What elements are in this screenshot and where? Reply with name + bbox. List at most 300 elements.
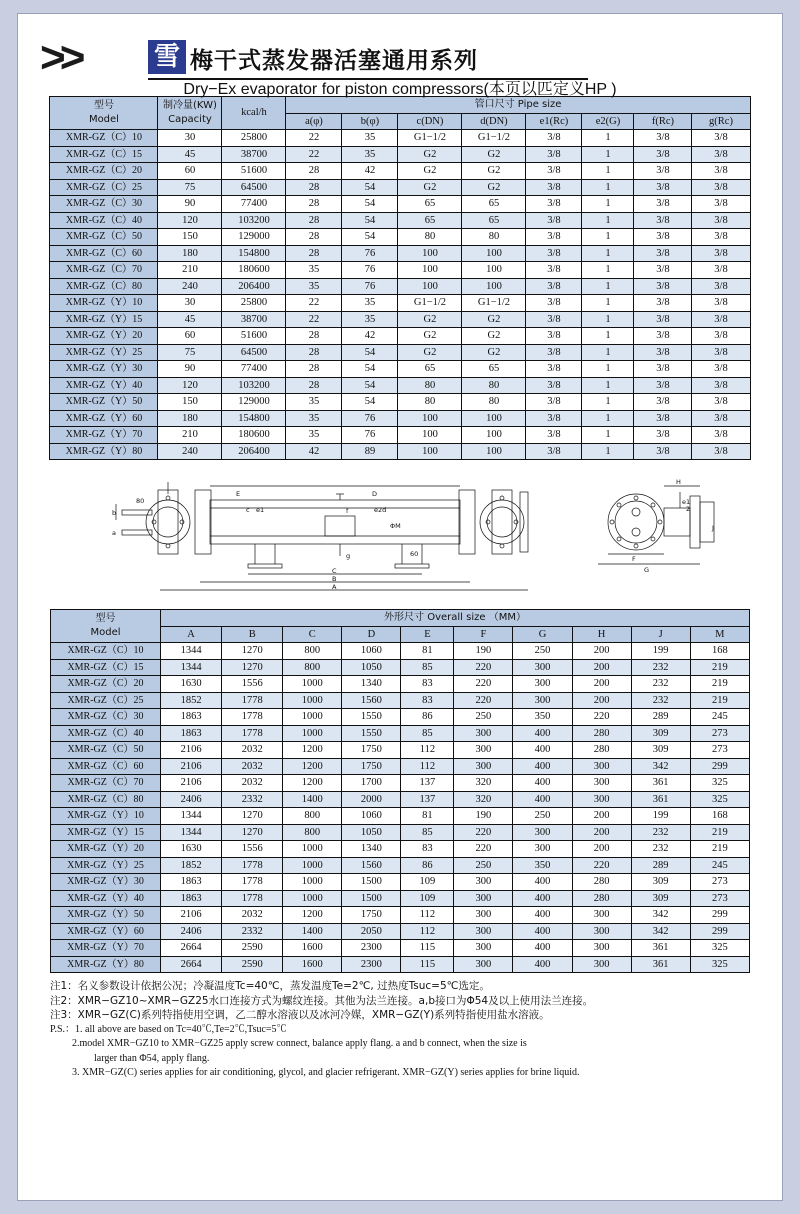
cell-M: 299 [690, 907, 749, 924]
cell-H: 200 [572, 824, 631, 841]
cell-E: 85 [401, 725, 454, 742]
table-row [51, 808, 750, 825]
cell-J: 309 [631, 890, 690, 907]
table-row [51, 659, 750, 676]
cell-b: 35 [342, 146, 398, 163]
cell-kcal: 51600 [222, 328, 286, 345]
cell-f: 3/8 [634, 179, 692, 196]
cell-F: 220 [454, 824, 513, 841]
cell-B: 1778 [222, 725, 283, 742]
cell-F: 300 [454, 956, 513, 973]
cell-a: 35 [286, 278, 342, 295]
cell-c: 100 [398, 262, 462, 279]
cell-B: 2590 [222, 956, 283, 973]
cell-J: 342 [631, 907, 690, 924]
cell-C: 800 [283, 659, 342, 676]
col-g: g(Rc) [692, 113, 750, 130]
cell-c: 80 [398, 377, 462, 394]
cell-capacity: 150 [158, 394, 222, 411]
cell-H: 220 [572, 857, 631, 874]
cell-A: 2664 [161, 940, 222, 957]
cell-a: 22 [286, 295, 342, 312]
cell-G: 350 [513, 709, 572, 726]
cell-model: XMR-GZ（Y）25 [51, 857, 161, 874]
svg-text:2: 2 [686, 505, 691, 513]
cell-g: 3/8 [692, 344, 750, 361]
col-H: H [572, 626, 631, 643]
cell-e1: 3/8 [526, 427, 582, 444]
cell-model: XMR-GZ（C）20 [50, 163, 158, 180]
cell-model: XMR-GZ（Y）10 [51, 808, 161, 825]
cell-e1: 3/8 [526, 377, 582, 394]
cell-A: 1863 [161, 890, 222, 907]
cell-H: 280 [572, 874, 631, 891]
cell-model: XMR-GZ（Y）60 [50, 410, 158, 427]
cell-b: 42 [342, 163, 398, 180]
cell-g: 3/8 [692, 410, 750, 427]
pipe-size-table-wrap [18, 96, 782, 460]
cell-e1: 3/8 [526, 245, 582, 262]
cell-D: 2300 [342, 956, 401, 973]
cell-E: 112 [401, 758, 454, 775]
cell-f: 3/8 [634, 427, 692, 444]
cell-F: 300 [454, 874, 513, 891]
table-row [50, 328, 750, 345]
cell-e2: 1 [582, 361, 634, 378]
cell-H: 200 [572, 808, 631, 825]
cell-e1: 3/8 [526, 130, 582, 147]
cell-D: 1700 [342, 775, 401, 792]
cell-B: 2332 [222, 791, 283, 808]
cell-model: XMR-GZ（Y）60 [51, 923, 161, 940]
cell-d: 100 [462, 278, 526, 295]
cell-D: 1750 [342, 742, 401, 759]
cell-model: XMR-GZ（C）30 [50, 196, 158, 213]
cell-a: 28 [286, 344, 342, 361]
cell-D: 1060 [342, 643, 401, 660]
cell-H: 200 [572, 659, 631, 676]
cell-C: 1600 [283, 940, 342, 957]
cell-g: 3/8 [692, 245, 750, 262]
cell-H: 200 [572, 676, 631, 693]
cell-kcal: 77400 [222, 361, 286, 378]
cell-E: 83 [401, 692, 454, 709]
cell-model: XMR-GZ（C）50 [50, 229, 158, 246]
cell-b: 54 [342, 377, 398, 394]
cell-kcal: 129000 [222, 229, 286, 246]
cell-E: 86 [401, 857, 454, 874]
cell-F: 300 [454, 940, 513, 957]
cell-e2: 1 [582, 212, 634, 229]
cell-E: 115 [401, 940, 454, 957]
cell-H: 200 [572, 643, 631, 660]
cell-g: 3/8 [692, 262, 750, 279]
table-row [50, 130, 750, 147]
cell-M: 325 [690, 791, 749, 808]
svg-text:F: F [632, 555, 636, 563]
page-title-cn: 梅干式蒸发器活塞通用系列 [190, 48, 478, 74]
cell-e2: 1 [582, 427, 634, 444]
cell-G: 300 [513, 676, 572, 693]
cell-kcal: 103200 [222, 212, 286, 229]
cell-J: 342 [631, 923, 690, 940]
cell-b: 35 [342, 130, 398, 147]
cell-model: XMR-GZ（C）60 [51, 758, 161, 775]
cell-capacity: 90 [158, 361, 222, 378]
cell-J: 361 [631, 775, 690, 792]
col-b: b(φ) [342, 113, 398, 130]
cell-c: G2 [398, 163, 462, 180]
cell-M: 168 [690, 643, 749, 660]
cell-C: 1400 [283, 791, 342, 808]
cell-d: 65 [462, 212, 526, 229]
cell-capacity: 75 [158, 344, 222, 361]
cell-F: 320 [454, 775, 513, 792]
cell-e1: 3/8 [526, 328, 582, 345]
cell-capacity: 150 [158, 229, 222, 246]
cell-H: 300 [572, 940, 631, 957]
cell-E: 83 [401, 841, 454, 858]
cell-D: 1050 [342, 824, 401, 841]
cell-D: 1550 [342, 709, 401, 726]
cell-A: 1852 [161, 857, 222, 874]
cell-c: 80 [398, 229, 462, 246]
cell-M: 325 [690, 775, 749, 792]
cell-model: XMR-GZ（Y）15 [51, 824, 161, 841]
cell-a: 28 [286, 212, 342, 229]
cell-F: 300 [454, 725, 513, 742]
svg-text:b: b [112, 509, 117, 517]
cell-G: 400 [513, 923, 572, 940]
cell-J: 361 [631, 940, 690, 957]
cell-model: XMR-GZ（Y）10 [50, 295, 158, 312]
cell-H: 300 [572, 791, 631, 808]
cell-H: 300 [572, 956, 631, 973]
cell-M: 273 [690, 742, 749, 759]
cell-f: 3/8 [634, 196, 692, 213]
cell-model: XMR-GZ（Y）80 [50, 443, 158, 460]
cell-G: 300 [513, 692, 572, 709]
cell-M: 273 [690, 725, 749, 742]
col-e2: e2(G) [582, 113, 634, 130]
cell-kcal: 51600 [222, 163, 286, 180]
cell-E: 137 [401, 775, 454, 792]
cell-C: 1200 [283, 907, 342, 924]
cell-kcal: 64500 [222, 179, 286, 196]
cell-C: 1000 [283, 841, 342, 858]
table-row [51, 824, 750, 841]
cell-kcal: 154800 [222, 410, 286, 427]
cell-f: 3/8 [634, 212, 692, 229]
cell-C: 1000 [283, 692, 342, 709]
cell-H: 200 [572, 841, 631, 858]
cell-F: 220 [454, 692, 513, 709]
cell-H: 300 [572, 758, 631, 775]
cell-e2: 1 [582, 410, 634, 427]
table-row [50, 262, 750, 279]
cell-kcal: 103200 [222, 377, 286, 394]
table-row [51, 956, 750, 973]
cell-kcal: 25800 [222, 130, 286, 147]
cell-model: XMR-GZ（Y）40 [51, 890, 161, 907]
col-C: C [283, 626, 342, 643]
cell-d: 65 [462, 196, 526, 213]
cell-f: 3/8 [634, 443, 692, 460]
cell-A: 2106 [161, 758, 222, 775]
cell-e1: 3/8 [526, 344, 582, 361]
cell-d: 100 [462, 245, 526, 262]
table-row [51, 940, 750, 957]
cell-g: 3/8 [692, 278, 750, 295]
cell-B: 1270 [222, 643, 283, 660]
col-d: d(DN) [462, 113, 526, 130]
cell-b: 54 [342, 394, 398, 411]
cell-f: 3/8 [634, 344, 692, 361]
cell-g: 3/8 [692, 229, 750, 246]
cell-capacity: 180 [158, 245, 222, 262]
cell-b: 76 [342, 262, 398, 279]
cell-B: 1556 [222, 841, 283, 858]
cell-g: 3/8 [692, 361, 750, 378]
cell-E: 112 [401, 742, 454, 759]
table-row [51, 676, 750, 693]
cell-A: 1344 [161, 808, 222, 825]
cell-B: 1778 [222, 857, 283, 874]
cell-C: 1000 [283, 874, 342, 891]
cell-D: 1750 [342, 758, 401, 775]
cell-e1: 3/8 [526, 311, 582, 328]
svg-text:ΦM: ΦM [390, 522, 401, 530]
svg-text:80: 80 [136, 497, 145, 505]
table-row [51, 841, 750, 858]
cell-f: 3/8 [634, 394, 692, 411]
cell-J: 232 [631, 676, 690, 693]
col-G: G [513, 626, 572, 643]
svg-text:e1: e1 [256, 506, 265, 514]
cell-F: 190 [454, 808, 513, 825]
cell-model: XMR-GZ（C）20 [51, 676, 161, 693]
cell-d: G2 [462, 163, 526, 180]
cell-model: XMR-GZ（C）50 [51, 742, 161, 759]
cell-capacity: 60 [158, 328, 222, 345]
svg-text:E: E [236, 490, 241, 498]
cell-G: 400 [513, 725, 572, 742]
cell-E: 112 [401, 923, 454, 940]
cell-kcal: 206400 [222, 278, 286, 295]
cell-capacity: 240 [158, 443, 222, 460]
table-row [50, 212, 750, 229]
cell-e1: 3/8 [526, 443, 582, 460]
col-D: D [342, 626, 401, 643]
cell-model: XMR-GZ（C）25 [50, 179, 158, 196]
cell-E: 85 [401, 659, 454, 676]
table-row [50, 278, 750, 295]
cell-c: G2 [398, 328, 462, 345]
cell-f: 3/8 [634, 163, 692, 180]
catalog-page [18, 14, 782, 1200]
cell-b: 76 [342, 427, 398, 444]
cell-f: 3/8 [634, 328, 692, 345]
cell-M: 299 [690, 923, 749, 940]
cell-F: 250 [454, 857, 513, 874]
cell-g: 3/8 [692, 443, 750, 460]
page-title-en: Dry−Ex evaporator for piston compressors(本页以匹定义HP ) [183, 81, 617, 98]
chevron-right-icon: >> [40, 33, 80, 82]
cell-f: 3/8 [634, 245, 692, 262]
cell-d: 100 [462, 443, 526, 460]
cell-g: 3/8 [692, 163, 750, 180]
cell-f: 3/8 [634, 311, 692, 328]
cell-G: 400 [513, 742, 572, 759]
cell-c: 100 [398, 278, 462, 295]
cell-M: 219 [690, 692, 749, 709]
svg-text:G: G [644, 566, 650, 574]
cell-g: 3/8 [692, 377, 750, 394]
cell-g: 3/8 [692, 311, 750, 328]
col-B: B [222, 626, 283, 643]
cell-b: 76 [342, 278, 398, 295]
cell-b: 54 [342, 344, 398, 361]
cell-D: 1050 [342, 659, 401, 676]
cell-D: 1560 [342, 692, 401, 709]
cell-b: 35 [342, 295, 398, 312]
cell-d: G2 [462, 146, 526, 163]
cell-G: 400 [513, 791, 572, 808]
cell-e1: 3/8 [526, 196, 582, 213]
cell-D: 1550 [342, 725, 401, 742]
cell-c: G2 [398, 311, 462, 328]
cell-B: 2032 [222, 758, 283, 775]
cell-J: 342 [631, 758, 690, 775]
overall-size-table-body [51, 643, 750, 973]
table-row [51, 643, 750, 660]
cell-b: 54 [342, 229, 398, 246]
cell-kcal: 180600 [222, 427, 286, 444]
col-group-overall-size: 外形尺寸 Overall size （MM） [161, 610, 750, 627]
svg-text:a: a [112, 529, 116, 537]
cell-d: 65 [462, 361, 526, 378]
table-row [50, 344, 750, 361]
table-row [50, 295, 750, 312]
cell-D: 1750 [342, 907, 401, 924]
cell-kcal: 38700 [222, 311, 286, 328]
cell-G: 300 [513, 841, 572, 858]
cell-capacity: 210 [158, 427, 222, 444]
cell-g: 3/8 [692, 328, 750, 345]
cell-kcal: 77400 [222, 196, 286, 213]
cell-a: 22 [286, 311, 342, 328]
table-row [51, 890, 750, 907]
cell-A: 2664 [161, 956, 222, 973]
cell-g: 3/8 [692, 179, 750, 196]
cell-F: 220 [454, 676, 513, 693]
svg-text:f: f [346, 507, 349, 515]
cell-a: 28 [286, 196, 342, 213]
cell-G: 400 [513, 775, 572, 792]
cell-a: 28 [286, 229, 342, 246]
col-a: a(φ) [286, 113, 342, 130]
table-row [51, 791, 750, 808]
cell-capacity: 30 [158, 295, 222, 312]
cell-J: 199 [631, 643, 690, 660]
cell-C: 1000 [283, 709, 342, 726]
cell-J: 232 [631, 692, 690, 709]
cell-e1: 3/8 [526, 229, 582, 246]
cell-e2: 1 [582, 295, 634, 312]
cell-f: 3/8 [634, 146, 692, 163]
cell-capacity: 30 [158, 130, 222, 147]
cell-C: 1400 [283, 923, 342, 940]
cell-model: XMR-GZ（Y）40 [50, 377, 158, 394]
cell-model: XMR-GZ（C）25 [51, 692, 161, 709]
cell-c: 80 [398, 394, 462, 411]
cell-e2: 1 [582, 245, 634, 262]
cell-A: 1344 [161, 643, 222, 660]
cell-C: 1600 [283, 956, 342, 973]
cell-G: 400 [513, 907, 572, 924]
cell-A: 2106 [161, 742, 222, 759]
col-kcal: kcal/h [222, 97, 286, 130]
table-row [51, 907, 750, 924]
cell-A: 1863 [161, 709, 222, 726]
cell-model: XMR-GZ（Y）20 [50, 328, 158, 345]
col-A: A [161, 626, 222, 643]
cell-G: 300 [513, 824, 572, 841]
cell-model: XMR-GZ（C）80 [50, 278, 158, 295]
cell-d: G2 [462, 179, 526, 196]
cell-e1: 3/8 [526, 361, 582, 378]
cell-a: 35 [286, 410, 342, 427]
brand-logo: 雪 [148, 40, 186, 74]
cell-J: 232 [631, 659, 690, 676]
cell-c: G1−1/2 [398, 295, 462, 312]
cell-B: 1270 [222, 808, 283, 825]
col-model: 型号 Model [51, 610, 161, 643]
cell-a: 28 [286, 328, 342, 345]
table-row [51, 857, 750, 874]
cell-model: XMR-GZ（C）60 [50, 245, 158, 262]
cell-g: 3/8 [692, 196, 750, 213]
cell-B: 1556 [222, 676, 283, 693]
cell-c: 100 [398, 410, 462, 427]
table-row [51, 874, 750, 891]
svg-text:J: J [712, 524, 714, 532]
col-model: 型号 Model [50, 97, 158, 130]
cell-e2: 1 [582, 344, 634, 361]
cell-model: XMR-GZ（Y）30 [50, 361, 158, 378]
table-row [50, 146, 750, 163]
cell-J: 289 [631, 709, 690, 726]
cell-A: 1344 [161, 824, 222, 841]
cell-kcal: 25800 [222, 295, 286, 312]
overall-size-table [50, 609, 750, 973]
col-c: c(DN) [398, 113, 462, 130]
cell-B: 1778 [222, 692, 283, 709]
cell-D: 1500 [342, 874, 401, 891]
cell-C: 800 [283, 643, 342, 660]
cell-kcal: 206400 [222, 443, 286, 460]
cell-E: 112 [401, 907, 454, 924]
table-row [50, 427, 750, 444]
cell-model: XMR-GZ（C）70 [50, 262, 158, 279]
cell-B: 2590 [222, 940, 283, 957]
cell-b: 54 [342, 196, 398, 213]
col-group-pipe-size: 管口尺寸 Pipe size [286, 97, 750, 114]
cell-c: 100 [398, 245, 462, 262]
cell-C: 1000 [283, 890, 342, 907]
cell-M: 245 [690, 709, 749, 726]
cell-F: 300 [454, 923, 513, 940]
